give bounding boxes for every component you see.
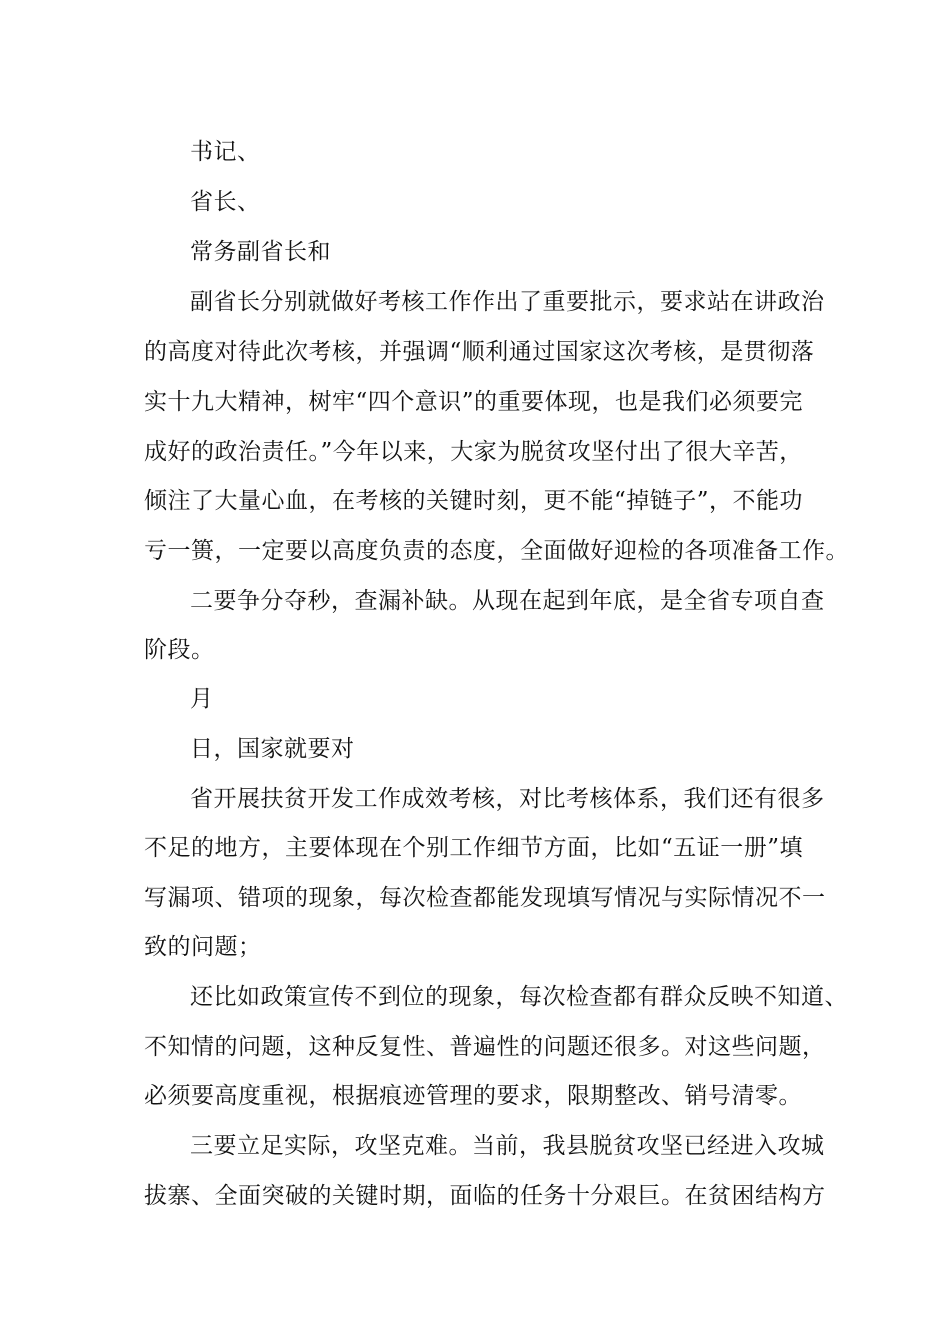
text-line: 拔寨、全面突破的关键时期，面临的任务十分艰巨。在贫困结构方 <box>144 1183 826 1209</box>
text-line: 亏一篑，一定要以高度负责的态度，全面做好迎检的各项准备工作。 <box>144 538 849 564</box>
text-line: 月 <box>190 686 214 712</box>
text-line: 实十九大精神，树牢“四个意识”的重要体现，也是我们必须要完 <box>144 389 804 415</box>
text-line: 还比如政策宣传不到位的现象，每次检查都有群众反映不知道、 <box>190 984 848 1010</box>
text-line: 日，国家就要对 <box>190 736 355 762</box>
text-line: 省长、 <box>190 189 261 215</box>
text-line: 的高度对待此次考核，并强调“顺利通过国家这次考核，是贯彻落 <box>144 339 815 365</box>
text-line: 必须要高度重视，根据痕迹管理的要求，限期整改、销号清零。 <box>144 1083 802 1109</box>
text-line: 副省长分别就做好考核工作作出了重要批示，要求站在讲政治 <box>190 289 825 315</box>
text-line: 写漏项、错项的现象，每次检查都能发现填写情况与实际情况不一 <box>144 885 826 911</box>
text-line: 倾注了大量心血，在考核的关键时刻，更不能“掉链子”，不能功 <box>144 488 804 514</box>
text-line: 不足的地方，主要体现在个别工作细节方面，比如“五证一册”填 <box>144 835 804 861</box>
text-line: 省开展扶贫开发工作成效考核，对比考核体系，我们还有很多 <box>190 786 825 812</box>
text-line: 书记、 <box>190 139 261 165</box>
text-line: 不知情的问题，这种反复性、普遍性的问题还很多。对这些问题， <box>144 1034 826 1060</box>
text-line: 成好的政治责任。”今年以来，大家为脱贫攻坚付出了很大辛苦， <box>144 439 803 465</box>
text-line: 三要立足实际，攻坚克难。当前，我县脱贫攻坚已经进入攻城 <box>190 1133 825 1159</box>
text-line: 二要争分夺秒，查漏补缺。从现在起到年底，是全省专项自查 <box>190 588 825 614</box>
text-line: 致的问题； <box>144 934 262 960</box>
text-line: 阶段。 <box>144 637 215 663</box>
text-line: 常务副省长和 <box>190 239 331 265</box>
